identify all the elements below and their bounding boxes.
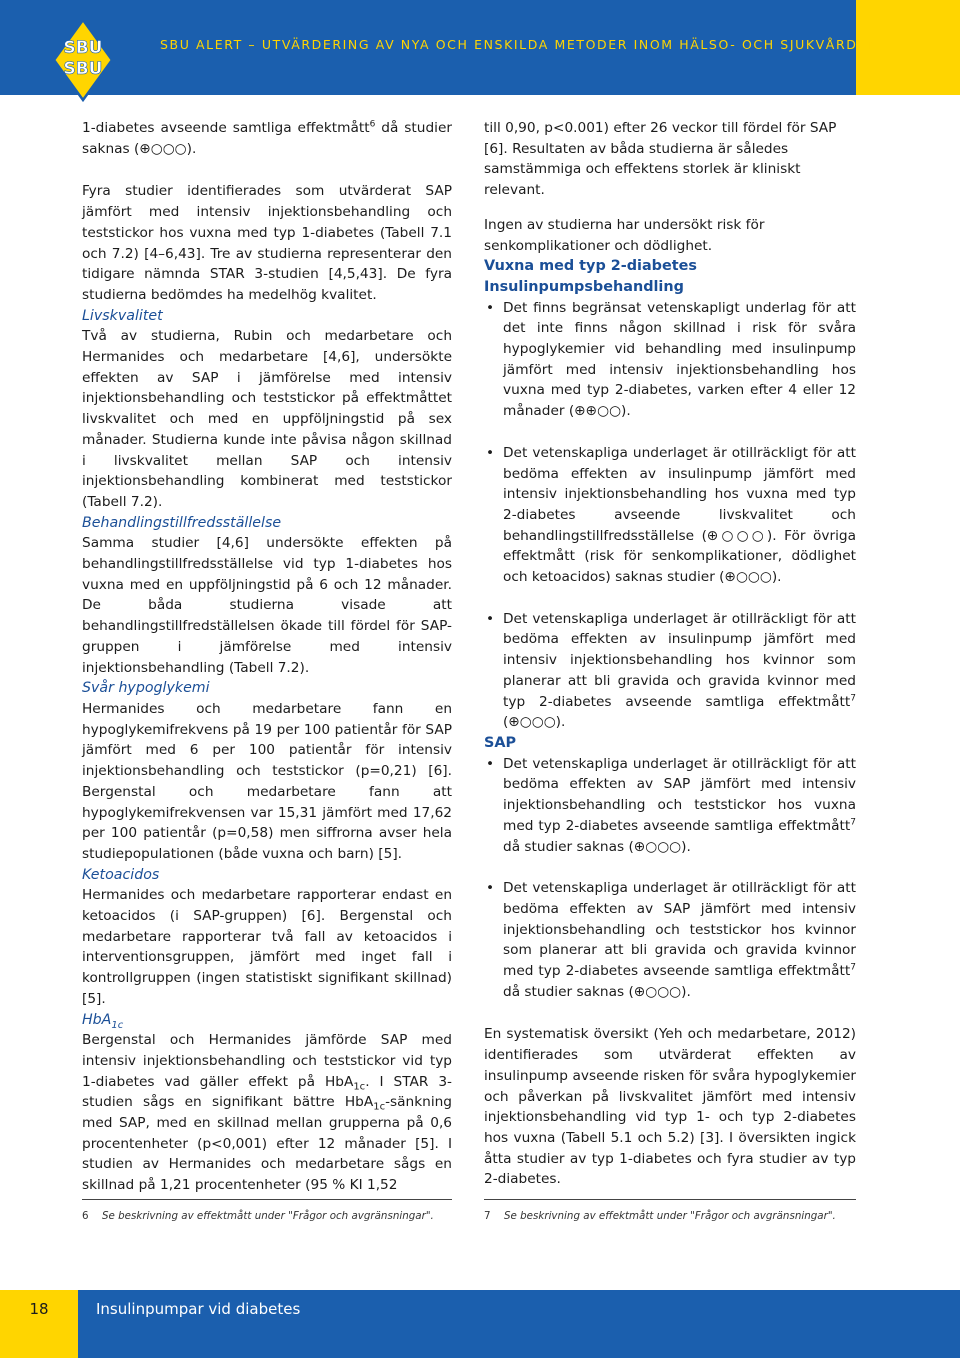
list-item: • Det vetenskapliga underlaget är otillräckligt för att bedöma effekten av SAP jämfört med intensiv injektionsbehandling och teststickor hos kvinnor som planerar att bli gravida och gravida kvinnor med typ 2-diabetes avseende samtliga effektmått$^7$ då studier saknas (⊕○○○). — [486, 880, 856, 1000]
sbu-logo — [52, 18, 114, 102]
sap-conclusions-list — [484, 754, 856, 1003]
livskvalitet-paragraph: Två av studierna, Rubin och medarbetare och Hermanides och medarbetare [4,6], undersökte effekten av SAP i jämförelse med intensiv injektionsbehandling och teststickor på effektmåttet livskvalitet och med en uppföljningstid på sex månader. Studierna kunde inte påvisa någon skillnad i livskvalitet mellan SAP och intensiv injektionsbehandling kombinerat med teststickor (Tabell 7.2). — [82, 328, 452, 510]
pump-conclusions-list — [484, 298, 856, 733]
ketoacidos-paragraph: Hermanides och medarbetare rapporterar endast en ketoacidos (i SAP-gruppen) [6]. Bergenstal och medarbetare rapporterar två fall av ketoacidos i interventionsgruppen, jämfört med inget fall i kontrollgruppen (ingen statistiskt signifikant skillnad) [5]. — [82, 887, 452, 1007]
bullet-icon: • — [486, 880, 495, 897]
heading-behandlingstillfredsstallelse: Behandlingstillfredsställelse — [82, 514, 282, 531]
heading-svar-hypoglykemi: Svår hypoglykemi — [82, 680, 210, 697]
footnote-divider-left — [82, 1199, 452, 1200]
list-item: • Det vetenskapliga underlaget är otillräckligt för att bedöma effekten av SAP jämfört med intensiv injektionsbehandling och teststickor hos vuxna med typ 2-diabetes avseende samtliga effektmått$^7$ då studier saknas (⊕○○○). — [486, 755, 856, 855]
publication-title: Insulinpumpar vid diabetes — [96, 1300, 301, 1318]
footnote-divider-right — [484, 1199, 856, 1200]
page-number: 18 — [29, 1300, 49, 1318]
hba1c-paragraph: Bergenstal och Hermanides jämförde SAP med intensiv injektionsbehandling och teststickor vid typ 1-diabetes vad gäller effekt på HbA$_{1c}$. I STAR 3-studien sågs en signifikant bättre HbA$_{1c}$-sänkning med SAP, med en skillnad mellan grupperna på 0,6 procentenheter (p<0,001) efter 12 månader [5]. I studien av Hermanides och medarbetare sågs en skillnad på 1,21 procentenheter (95 % KI 1,52 — [82, 1032, 452, 1194]
review-paragraph: En systematisk översikt (Yeh och medarbetare, 2012) identifierades som utvärderat effekten av insulinpump avseende risken för svåra hypoglykemier och påverkan på livskvalitet jämfört med intensiv injektionsbehandling vid typ 1- och typ 2-diabetes hos vuxna (Tabell 5.1 och 5.2) [3]. I översikten ingick åtta studier av typ 1-diabetes och fyra studier av typ 2-diabetes. — [484, 1026, 856, 1188]
left-column — [82, 118, 452, 1196]
heading-insulinpumpsbehandling: Insulinpumpsbehandling — [484, 278, 684, 295]
heading-hba1c: HbA$_{1c}$ — [82, 1011, 124, 1031]
continued-paragraph: till 0,90, p<0.001) efter 26 veckor till fördel för SAP [6]. Resultaten av båda studierna är således samstämmiga och effektens storlek är kliniskt relevant. — [484, 120, 837, 199]
heading-sap: SAP — [484, 734, 517, 751]
bullet-icon: • — [486, 444, 495, 461]
bullet-icon: • — [486, 610, 495, 627]
footnote-7: 7 Se beskrivning av effektmått under "Frågor och avgränsningar". — [484, 1210, 836, 1222]
series-title: SBU ALERT – UTVÄRDERING AV NYA OCH ENSKILDA METODER INOM HÄLSO- OCH SJUKVÅRDEN — [160, 37, 878, 52]
svg-text:SBU: SBU — [63, 59, 103, 79]
bullet-icon: • — [486, 299, 495, 316]
hypoglykemi-paragraph: Hermanides och medarbetare fann en hypoglykemifrekvens på 19 per 100 patientår för SAP jämfört med 6 per 100 patientår för intensiv injektionsbehandling och teststickor (p=0,21) [6]. Bergenstal och medarbetare fann att hypoglykemifrekvensen var 15,31 jämfört med 17,62 per 100 patientår (p=0,58) men siffrorna avser hela studiepopulationen (både vuxna och barn) [5]. — [82, 700, 452, 862]
intro-paragraph: 1-diabetes avseende samtliga effektmått$^6$ då studier saknas (⊕○○○). — [82, 119, 452, 157]
list-item: • Det vetenskapliga underlaget är otillräckligt för att bedöma effekten av insulinpump jämfört med intensiv injektionsbehandling hos vuxna med typ 2-diabetes avseende livskvalitet och behandlingstillfredsställelse (⊕○○○). För övriga effektmått (risk för senkomplikationer, dödlighet och ketoacidos) saknas studier (⊕○○○). — [486, 444, 856, 586]
bullet-icon: • — [486, 755, 495, 772]
behandling-paragraph: Samma studier [4,6] undersökte effekten på behandlingstillfredsställelse vid typ 1-diabetes hos vuxna med en uppföljningstid på 6 och 12 månader. De båda studierna visade att behandlingstillfredställelsen ökade till fördel för SAP-gruppen i jämförelse med intensiv injektionsbehandling (Tabell 7.2). — [82, 535, 452, 676]
svg-text:SBU: SBU — [63, 38, 103, 58]
no-studies-paragraph: Ingen av studierna har undersökt risk för senkomplikationer och dödlighet. — [484, 216, 765, 254]
heading-ketoacidos: Ketoacidos — [82, 866, 160, 883]
footnote-6: 6 Se beskrivning av effektmått under "Frågor och avgränsningar". — [82, 1210, 434, 1222]
heading-livskvalitet: Livskvalitet — [82, 307, 163, 324]
right-column — [484, 118, 856, 1190]
list-item: • Det finns begränsat vetenskapligt underlag för att det inte finns någon skillnad i risk för svåra hypoglykemier vid behandling med insulinpump jämfört med intensiv injektionsbehandling hos vuxna med typ 2-diabetes, varken efter 4 eller 12 månader (⊕⊕○○). — [486, 299, 856, 420]
heading-typ2-diabetes: Vuxna med typ 2-diabetes — [484, 258, 697, 275]
header-bar — [0, 0, 960, 95]
studies-paragraph: Fyra studier identifierades som utvärderat SAP jämfört med intensiv injektionsbehandling och teststickor hos vuxna med typ 1-diabetes (Tabell 7.1 och 7.2) [4–6,43]. Tre av studierna representerar den tidigare nämnda STAR 3-studien [4,5,43]. De fyra studierna bedömdes ha medelhög kvalitet. — [82, 183, 452, 303]
list-item: • Det vetenskapliga underlaget är otillräckligt för att bedöma effekten av insulinpump jämfört med intensiv injektionsbehandling hos kvinnor som planerar att bli gravida och gravida kvinnor med typ 2-diabetes avseende samtliga effektmått$^7$ (⊕○○○). — [486, 610, 856, 731]
